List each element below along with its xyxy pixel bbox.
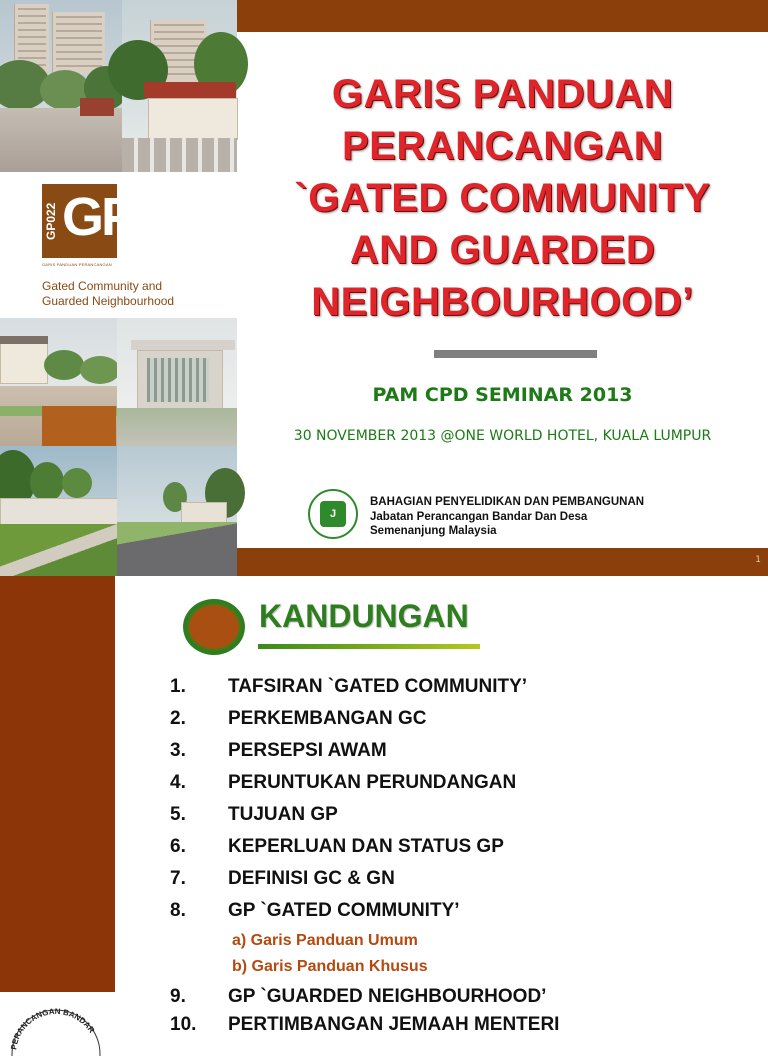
list-item: DEFINISI GC & GN (228, 868, 395, 889)
photo-guardhouse-2 (117, 318, 237, 446)
photo-apartments (0, 0, 122, 172)
photo-collage (0, 0, 237, 576)
jpbd-logo (308, 489, 358, 539)
list-item: PERTIMBANGAN JEMAAH MENTERI (228, 1014, 560, 1035)
slide-number: 1 (755, 555, 761, 565)
gp-code: GP022 (44, 202, 58, 240)
department-seal (8, 996, 104, 1056)
seminar-venue: 30 NOVEMBER 2013 @ONE WORLD HOTEL, KUALA LUMPUR (293, 428, 712, 444)
list-item: GP `GATED COMMUNITY’ (228, 900, 460, 921)
circle-bullet-icon (183, 599, 245, 655)
title-line: AND GUARDED (349, 228, 656, 272)
top-accent-bar (237, 0, 768, 32)
department-line: Jabatan Perancangan Bandar Dan Desa (370, 510, 588, 523)
list-item: PERKEMBANGAN GC (228, 708, 427, 729)
list-item-number: 8. (170, 900, 186, 921)
gp-logo (42, 184, 135, 258)
jpbd-emblem-icon: J (320, 501, 346, 527)
photo-road (117, 446, 237, 576)
list-item-number: 7. (170, 868, 186, 889)
photo-park-path (0, 446, 117, 576)
gp-caption-line: Guarded Neighbourhood (42, 294, 175, 308)
photo-guardhouse (122, 0, 237, 172)
sub-list-item: b) Garis Panduan Khusus (232, 958, 428, 975)
bottom-accent-bar (237, 548, 768, 576)
list-item-number: 5. (170, 804, 186, 825)
decorative-block (42, 406, 116, 446)
department-line: Semenanjung Malaysia (370, 525, 497, 537)
sub-list-item: a) Garis Panduan Umum (232, 932, 418, 949)
gp-caption (42, 279, 192, 309)
seal-text: PERANCANGAN BANDAR (9, 1006, 97, 1051)
side-accent-bar (0, 576, 115, 992)
list-item: KEPERLUAN DAN STATUS GP (228, 836, 504, 857)
department-block (370, 495, 644, 539)
list-item-number: 4. (170, 772, 186, 793)
department-name: BAHAGIAN PENYELIDIKAN DAN PEMBANGUNAN (370, 496, 645, 508)
list-item: PERSEPSI AWAM (228, 740, 387, 761)
gp-letters: GP (62, 187, 135, 247)
list-item-number: 9. (170, 986, 186, 1007)
gp-caption-line: Gated Community and (42, 279, 163, 293)
title-line: GARIS PANDUAN (331, 72, 674, 116)
list-item-number: 2. (170, 708, 186, 729)
seminar-title: PAM CPD SEMINAR 2013 (372, 384, 633, 406)
contents-slide (0, 576, 768, 1051)
list-item-number: 3. (170, 740, 186, 761)
contents-heading: KANDUNGAN (259, 598, 469, 634)
list-item: TUJUAN GP (228, 804, 338, 825)
svg-text:PERANCANGAN BANDAR (9, 1007, 96, 1050)
title-line: `GATED COMMUNITY (294, 176, 711, 220)
list-item: PERUNTUKAN PERUNDANGAN (228, 772, 517, 793)
gp-logo-subtitle: GARIS PANDUAN PERANCANGAN (42, 262, 112, 267)
divider (434, 350, 597, 358)
list-item-number: 1. (170, 676, 186, 697)
title-line: PERANCANGAN (341, 124, 664, 168)
list-item-number: 6. (170, 836, 186, 857)
heading-underline (258, 644, 480, 649)
title-line: NEIGHBOURHOOD’ (311, 280, 694, 324)
slide-title (237, 68, 768, 328)
list-item-number: 10. (170, 1014, 197, 1035)
list-item: GP `GUARDED NEIGHBOURHOOD’ (228, 986, 547, 1007)
list-item: TAFSIRAN `GATED COMMUNITY’ (228, 676, 528, 697)
